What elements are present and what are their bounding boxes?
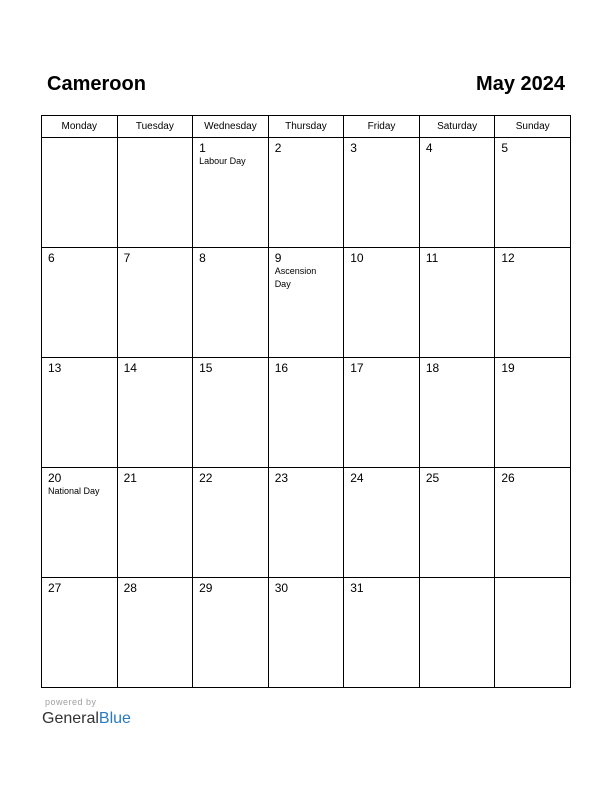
week-row bbox=[42, 468, 571, 578]
day-number: 6 bbox=[48, 251, 55, 265]
day-number: 25 bbox=[425, 471, 440, 485]
day-cell bbox=[268, 358, 344, 468]
day-number: 20 bbox=[48, 471, 62, 485]
holiday-label: Labour Day bbox=[199, 156, 246, 166]
footer-branding bbox=[42, 697, 131, 729]
day-cell bbox=[419, 578, 495, 688]
day-cell bbox=[419, 468, 495, 578]
week-row bbox=[42, 248, 571, 358]
day-cell bbox=[419, 138, 495, 248]
month-year-title: May 2024 bbox=[476, 73, 565, 95]
day-cell bbox=[193, 578, 269, 688]
day-number: 10 bbox=[350, 251, 364, 265]
day-number: 21 bbox=[123, 471, 137, 485]
generalblue-logo[interactable] bbox=[42, 709, 131, 729]
day-cell bbox=[42, 578, 118, 688]
day-number: 30 bbox=[274, 581, 289, 595]
brand-part-blue: Blue bbox=[98, 710, 131, 727]
day-cell bbox=[117, 578, 193, 688]
day-number: 24 bbox=[350, 471, 364, 485]
day-cell bbox=[42, 358, 118, 468]
weekday-tuesday: Tuesday bbox=[117, 116, 193, 138]
week-row bbox=[42, 138, 571, 248]
calendar-body bbox=[42, 138, 571, 688]
day-cell bbox=[268, 248, 344, 358]
powered-by-text: powered by bbox=[45, 697, 97, 707]
day-cell bbox=[117, 468, 193, 578]
day-number: 8 bbox=[199, 251, 206, 265]
week-row bbox=[42, 358, 571, 468]
day-number: 7 bbox=[123, 251, 131, 265]
weekday-saturday: Saturday bbox=[419, 116, 495, 138]
country-title: Cameroon bbox=[47, 73, 146, 95]
day-number: 1 bbox=[199, 141, 206, 155]
day-cell bbox=[117, 358, 193, 468]
day-number: 19 bbox=[501, 361, 515, 375]
day-cell bbox=[344, 468, 420, 578]
weekday-sunday: Sunday bbox=[495, 116, 571, 138]
weekday-thursday: Thursday bbox=[268, 116, 344, 138]
day-number: 26 bbox=[501, 471, 515, 485]
day-cell bbox=[344, 248, 420, 358]
day-cell bbox=[344, 358, 420, 468]
day-number: 13 bbox=[48, 361, 62, 375]
brand-part-general: General bbox=[42, 710, 99, 727]
day-cell bbox=[268, 578, 344, 688]
day-number: 27 bbox=[48, 581, 62, 595]
day-cell bbox=[193, 248, 269, 358]
day-number: 31 bbox=[350, 581, 364, 595]
day-cell bbox=[495, 358, 571, 468]
day-number: 16 bbox=[274, 361, 289, 375]
day-number: 14 bbox=[123, 361, 137, 375]
calendar-grid bbox=[41, 115, 571, 688]
day-cell bbox=[344, 578, 420, 688]
weekday-wednesday: Wednesday bbox=[193, 116, 269, 138]
weekday-friday: Friday bbox=[344, 116, 420, 138]
day-number: 2 bbox=[274, 141, 282, 155]
day-cell bbox=[42, 468, 118, 578]
day-cell bbox=[117, 248, 193, 358]
day-number: 5 bbox=[501, 141, 509, 155]
day-number: 4 bbox=[425, 141, 433, 155]
day-number: 12 bbox=[501, 251, 515, 265]
day-cell bbox=[268, 468, 344, 578]
day-cell bbox=[495, 248, 571, 358]
day-number: 15 bbox=[199, 361, 213, 375]
day-number: 9 bbox=[274, 251, 282, 265]
day-cell bbox=[117, 138, 193, 248]
day-number: 22 bbox=[199, 471, 213, 485]
day-number: 18 bbox=[425, 361, 440, 375]
day-cell bbox=[495, 138, 571, 248]
day-number: 29 bbox=[199, 581, 213, 595]
day-cell bbox=[344, 138, 420, 248]
weekday-monday: Monday bbox=[42, 116, 118, 138]
day-cell bbox=[42, 138, 118, 248]
day-number: 17 bbox=[350, 361, 364, 375]
day-cell bbox=[268, 138, 344, 248]
day-cell bbox=[495, 468, 571, 578]
day-number: 23 bbox=[274, 471, 289, 485]
day-cell bbox=[419, 358, 495, 468]
holiday-label: National Day bbox=[48, 486, 100, 496]
day-number: 28 bbox=[123, 581, 137, 595]
day-cell bbox=[193, 468, 269, 578]
day-number: 3 bbox=[350, 141, 357, 155]
day-cell bbox=[42, 248, 118, 358]
day-cell bbox=[193, 358, 269, 468]
day-cell bbox=[495, 578, 571, 688]
day-cell bbox=[193, 138, 269, 248]
holiday-label: Ascension Day bbox=[274, 266, 317, 289]
day-number: 11 bbox=[425, 251, 439, 265]
week-row bbox=[42, 578, 571, 688]
weekday-header-row bbox=[42, 116, 571, 138]
day-cell bbox=[419, 248, 495, 358]
